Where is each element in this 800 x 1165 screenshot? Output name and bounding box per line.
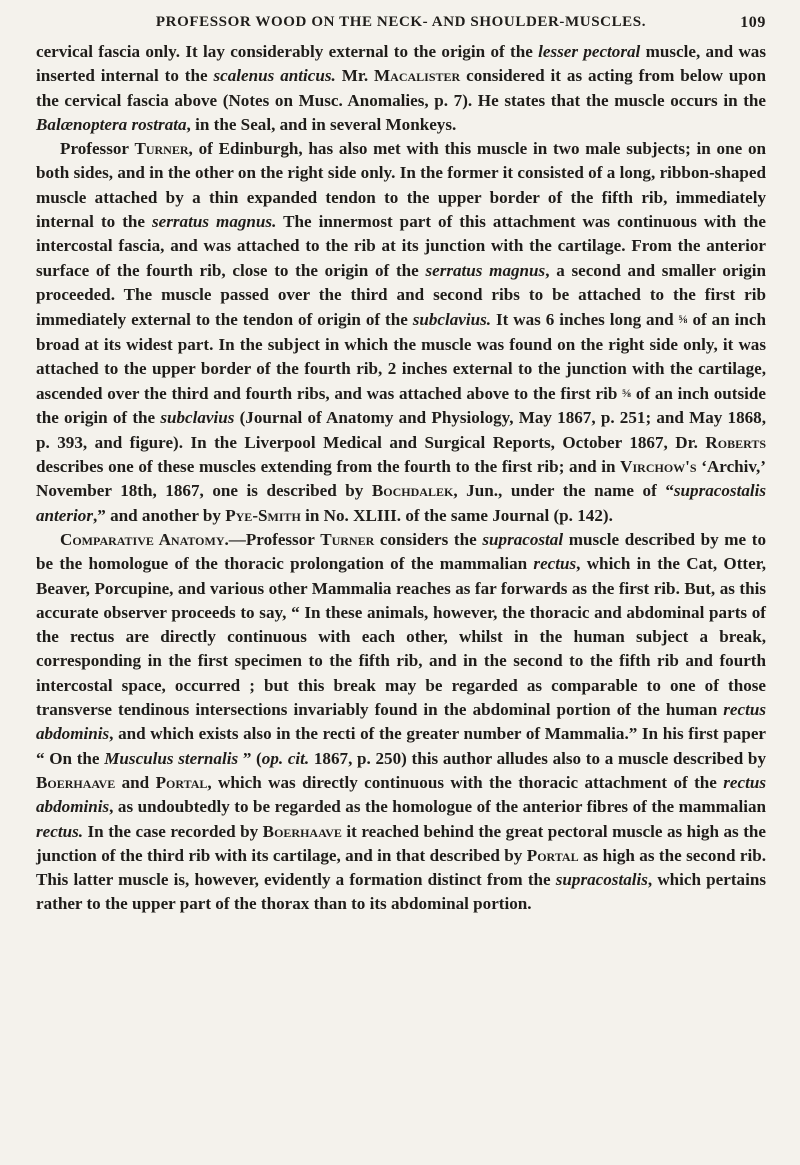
small-caps-name: Virchow's [620,457,697,477]
text-run: it reached behind the great pectoral muscle as high as the junction of the third rib with its cartilage, and in that described by [36,821,767,865]
text-run: muscle described by me to be the homologue of the thoracic prolongation of the mammalian [36,529,767,574]
small-caps-name: Turner [134,139,189,159]
text-run: , of Edinburgh, has also met with this muscle in two male subjects; in one on both sides, and in the other on the right side only. In the former it consisted of a long, ribbon-shaped muscle attached by a thin expanded tendon to the upper border of the fifth rib, immediately internal to the [36,139,767,232]
text-run: ” ( [238,748,262,768]
fraction: ⅝ [678,312,688,327]
text-run: of an inch outside the origin of the [36,384,766,428]
page-number: 109 [740,14,766,31]
italic-text: subclavius. [412,310,492,330]
small-caps-name: Boerhaave [262,821,342,841]
small-caps-name: Roberts [705,432,766,452]
text-run: , in the Seal, and in several Monkeys. [186,114,457,134]
italic-text: serratus magnus [425,260,546,280]
italic-text: scalenus anticus. [213,66,336,86]
text-run: considered it as acting from below upon the cervical fascia above (Notes on Musc. Anomalies, p. 7). He states that the muscle occurs in the [36,66,766,110]
running-header [36,6,766,40]
italic-text: supracostalis anterior [36,481,767,525]
text-run: In the case recorded by [83,821,263,841]
text-run: , which in the Cat, Otter, Beaver, Porcupine, and various other Mammalia reaches as far forwards as the first rib. But, as this accurate observer proceeds to say, “ In these animals, however, the thoracic and abdominal parts of the rectus are directly continuous with each other, whilst in the human subject a break, corresponding in the first specimen to the fifth rib, and in the second to the fifth rib and fourth intercostal space, occurred ; but this break may be regarded as comparable to one of those transverse tendinous intersections invariably found in the abdominal portion of the human [36,554,766,720]
text-run: ,” and another by [93,505,226,525]
small-caps-name: Portal [526,845,579,865]
italic-text: subclavius [160,408,235,428]
italic-text: Balænoptera rostrata [36,114,187,134]
fraction: ⅝ [622,386,632,401]
small-caps-name: Boerhaave [36,772,116,792]
italic-text: op. cit. [261,748,310,768]
text-run: (Journal of Anatomy and Physiology, May 1867, p. 251; and May 1868, p. 393, and figure). In the Liverpool Medical and Surgical Reports, October 1867, Dr. [36,408,766,452]
italic-text: supracostalis [555,870,648,890]
paragraph [36,528,766,917]
italic-text: supracostal [482,529,564,549]
small-caps-name: Pye-Smith [225,505,301,525]
text-run: , a second and smaller origin proceeded. The muscle passed over the third and second ribs to be attached to the first rib immediately external to the tendon of origin of the [36,260,767,330]
body-text [36,40,766,917]
paragraph [36,137,766,528]
text-run: Professor [60,139,135,159]
italic-text: rectus abdominis [36,700,766,744]
small-caps-name: Portal [155,772,208,792]
text-run: cervical fascia only. It lay considerably external to the origin of the [36,42,539,61]
italic-text: rectus [533,554,577,574]
text-run: , which pertains rather to the upper part of the thorax than to its abdominal portion. [36,870,767,914]
text-run: The innermost part of this attachment was continuous with the intercostal fascia, and was attached to the rib at its junction with the cartilage. From the anterior surface of the fourth rib, close to the origin of the [36,212,767,280]
text-run: in No. XLIII. of the same Journal (p. 142). [300,505,613,525]
italic-text: lesser pectoral [538,42,641,61]
text-run: , which was directly continuous with the thoracic attachment of the [207,772,724,792]
paragraph [36,40,766,137]
italic-text: Musculus sternalis [104,748,239,768]
text-run: It was 6 inches long and [491,310,679,330]
small-caps-name: Macalister [374,66,461,86]
small-caps-name: Bochdalek [371,481,454,501]
italic-text: rectus abdominis [36,772,766,817]
text-run: , as undoubtedly to be regarded as the homologue of the anterior fibres of the mammalian [109,797,766,817]
text-run: muscle, and was inserted internal to the [36,42,766,86]
text-run: Mr. [335,66,375,86]
small-caps-name: Comparative Anatomy. [60,529,229,549]
running-title: PROFESSOR WOOD ON THE NECK- AND SHOULDER-MUSCLES. [155,14,647,30]
text-run: of an inch broad at its widest part. In the subject in which the muscle was found on the right side only, it was attached to the upper border of the fourth rib, 2 inches external to the junction with the cartilage, ascended over the third and fourth ribs, and was attached above to the first rib [36,310,766,404]
text-run: , and which exists also in the recti of the greater number of Mammalia.” In his first paper “ On the [36,724,766,768]
text-run: describes one of these muscles extending from the fourth to the first rib; and in [36,457,621,477]
italic-text: serratus magnus. [152,212,277,232]
text-run: considers the [374,529,483,549]
text-run: 1867, p. 250) this author alludes also to a muscle described by [309,748,766,768]
text-run: ‘Archiv,’ November 18th, 1867, one is described by [36,457,766,501]
small-caps-name: Turner [320,529,375,549]
text-run: as high as the second rib. This latter muscle is, however, evidently a formation distinct from the [36,845,766,890]
text-run: , Jun., under the name of “ [453,481,674,501]
italic-text: rectus. [36,821,84,841]
text-run: —Professor [228,529,321,549]
text-run: and [115,772,156,792]
